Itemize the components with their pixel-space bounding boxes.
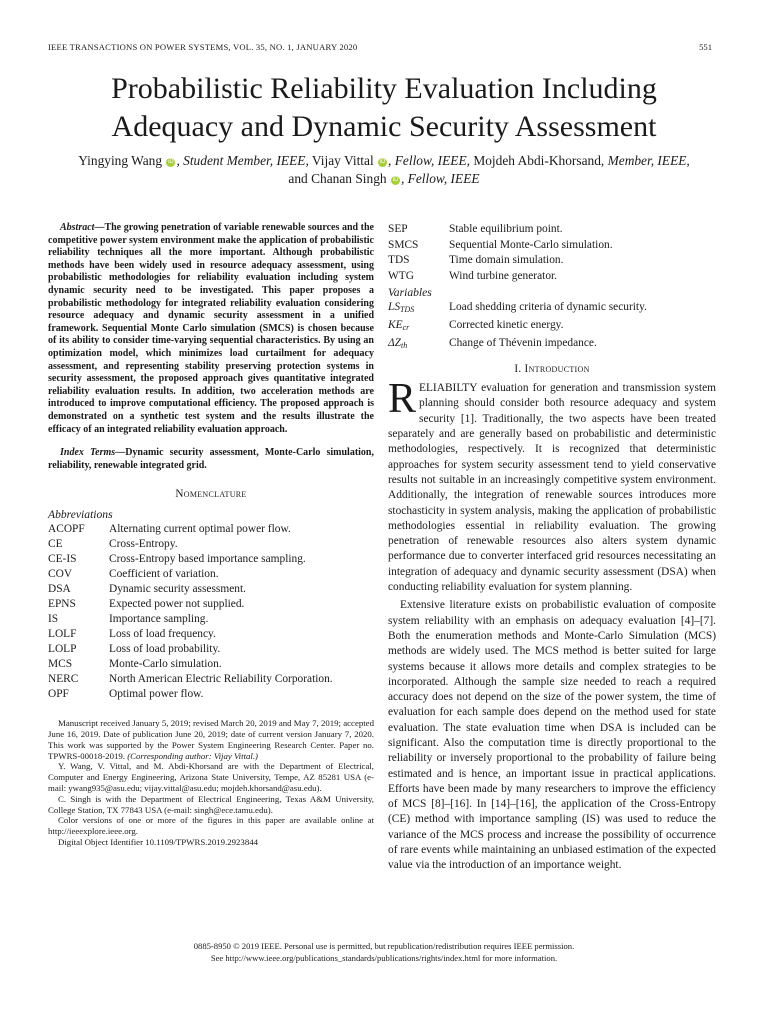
abbreviations-heading: Abbreviations (48, 508, 113, 522)
abbreviation-row (388, 269, 716, 285)
abbreviation-term: WTG (388, 269, 414, 282)
author-list (60, 152, 708, 188)
author-role: , Fellow, IEEE (400, 171, 480, 186)
author-name: and Chanan Singh (288, 171, 387, 186)
abbreviation-term: SEP (388, 223, 408, 235)
abbreviation-row (48, 657, 374, 672)
abbreviation-definition: Time domain simulation. (449, 254, 564, 267)
orcid-icon[interactable]: iD (379, 159, 386, 165)
abbreviation-row (48, 627, 374, 642)
variable-row (388, 336, 716, 354)
abbreviation-row (48, 597, 374, 612)
variable-symbol-main: LS (388, 301, 401, 314)
abbreviation-list-continued (388, 222, 716, 284)
footnote (48, 815, 374, 837)
abbreviation-row (48, 552, 374, 567)
abbreviation-term: ACOPF (48, 523, 85, 536)
abbreviation-definition: Loss of load frequency. (109, 628, 216, 641)
abbreviation-term: OPF (48, 688, 69, 701)
variable-symbol-subscript: cr (402, 322, 410, 332)
intro-paragraph-1-text: ELIABILTY evaluation for generation and transmission system planning should consider both resource adequacy and system security [1]. Traditionally, the two aspects have been treated separately and are generally based on probabilistic and deterministic methodologies, respectively. It is recognized that deterministic approaches for system security assessment tend to yield conservative results not suitable in an increasingly competitive system environment. Additionally, the integration of renewable sources introduces more stochasticity in system analysis, making the application of probabilistic methodologies essential in reliability evaluation. The growing penetration of renewable resources also alters system dynamic performance due to converter interfaced grid resources necessitating an integration of adequacy and dynamic security assessment (DSA) when conducting reliability evaluation for system planning. (388, 382, 716, 594)
index-terms-text: —Dynamic security assessment, Monte-Carlo simulation, reliability, renewable integrated grid. (48, 447, 374, 471)
abbreviation-definition: Cross-Entropy based importance sampling. (109, 553, 306, 566)
abbreviation-term: LOLP (48, 643, 77, 656)
variable-symbol (388, 318, 449, 336)
intro-paragraph-1 (388, 376, 716, 595)
page-number: 551 (699, 42, 712, 52)
copyright-line-2: See http://www.ieee.org/publications_standards/publications/rights/index.html for more information. (210, 953, 558, 963)
abbreviation-row (48, 567, 374, 582)
footnote (48, 794, 374, 816)
index-terms (48, 447, 374, 472)
abbreviation-definition: Loss of load probability. (109, 643, 221, 656)
right-column (388, 222, 716, 874)
author-name: Yingying Wang (78, 153, 163, 168)
abbreviation-definition: Optimal power flow. (109, 688, 204, 701)
variable-symbol-subscript: TDS (400, 305, 415, 315)
author-name: Vijay Vittal (308, 153, 374, 168)
abbreviation-row (48, 612, 374, 627)
introduction-heading: I. Introduction (514, 363, 590, 376)
footnote (48, 718, 374, 761)
paper-title (40, 70, 728, 146)
nomenclature-heading: Nomenclature (175, 488, 247, 501)
variable-symbol (388, 300, 449, 318)
abbreviation-term: MCS (48, 658, 73, 671)
abbreviation-definition: Dynamic security assessment. (109, 583, 246, 596)
footnote-text: Color versions of one or more of the figures in this paper are available online at http://ieeexplore.ieee.org. (48, 815, 374, 837)
footnote-text: Manuscript received January 5, 2019; revised March 20, 2019 and May 7, 2019; accepted June 16, 2019. Date of publication June 20, 2019; date of current version January 7, 2020. This work was supported by the Power System Engineering Research Center. Paper no. TPWRS-00018-2019. (48, 718, 374, 761)
copyright-notice (0, 940, 768, 964)
abbreviation-term: IS (48, 613, 59, 626)
abbreviation-row (48, 672, 374, 687)
variable-row (388, 300, 716, 318)
footnote (48, 761, 374, 793)
variable-symbol-main: KE (388, 318, 403, 331)
variable-symbol-subscript: th (401, 340, 408, 350)
abbreviation-term: COV (48, 568, 73, 581)
drop-cap: R (388, 376, 417, 423)
footnote-text: Y. Wang, V. Vittal, and M. Abdi-Khorsand are with the Department of Electrical, Computer and Energy Engineering, Arizona State University, Tempe, AZ 85281 USA (e-mail: ywang935@asu.edu; vijay.vittal@asu.edu; mojdeh.khorsand@asu.edu). (48, 761, 374, 794)
author-role: , Student Member, IEEE, (176, 153, 309, 168)
abbreviation-term: TDS (388, 254, 410, 267)
abbreviation-row (48, 642, 374, 657)
author-role: Member, IEEE, (604, 153, 690, 168)
abbreviation-definition: Alternating current optimal power flow. (109, 523, 291, 536)
abbreviation-definition: Coefficient of variation. (109, 568, 219, 581)
abbreviation-definition: Sequential Monte-Carlo simulation. (449, 238, 613, 251)
variable-definition: Load shedding criteria of dynamic security. (449, 301, 647, 314)
author-name: Mojdeh Abdi-Khorsand, (469, 153, 605, 168)
variable-definition: Change of Thévenin impedance. (449, 336, 597, 349)
abbreviation-definition: Monte-Carlo simulation. (109, 658, 222, 671)
footnote-text: Digital Object Identifier 10.1109/TPWRS.2019.2923844 (58, 837, 259, 848)
variable-symbol-main: ΔZ (388, 336, 402, 349)
abbreviation-row (48, 522, 374, 537)
orcid-icon[interactable]: iD (392, 177, 399, 183)
abbreviation-term: DSA (48, 583, 71, 596)
abbreviation-definition: Stable equilibrium point. (449, 223, 563, 235)
abbreviation-row (388, 238, 716, 254)
abbreviation-definition: Expected power not supplied. (109, 598, 245, 611)
intro-paragraph-2: Extensive literature exists on probabilistic evaluation of composite system reliability with an emphasis on adequacy evaluation [4]–[7]. Both the enumeration methods and Monte-Carlo Simulation (MCS) methods are widely used. The MCS method is better suited for large systems because it allows more details and complex strategies to be incorporated. Although the sample size needed to reach a required accuracy does not depend on the size of the power system, the time of evaluation for each sample does depend on the method used for state evaluation. The state evaluation time when DSA is included can be significant. Also the computation time is directly proportional to the reliability or inversely proportional to the probability of failure being estimated and is hence, an important issue in practical applications. Efforts have been made by many researchers to improve the efficiency of MCS [8]–[16]. In [14]–[16], the application of the Cross-Entropy (CE) method with importance sampling (IS) was used to reduce the variance of the MCS process and increase the possibility of occurrence of rare events while maintaining an unbiased estimation of the expected value via the introduction of an importance weight. (388, 599, 716, 872)
abbreviation-definition: Wind turbine generator. (449, 269, 558, 282)
abbreviation-list (48, 522, 374, 702)
abbreviation-row (388, 222, 716, 238)
abbreviation-term: CE-IS (48, 553, 77, 566)
footnote-italic: (Corresponding author: Vijay Vittal.) (127, 750, 258, 761)
abbreviation-definition: Cross-Entropy. (109, 538, 178, 551)
abbreviation-term: CE (48, 538, 63, 551)
author-role: , Fellow, IEEE, (388, 153, 470, 168)
title-line-2: Adequacy and Dynamic Security Assessment (111, 110, 657, 143)
abbreviation-term: LOLF (48, 628, 77, 641)
variable-definition: Corrected kinetic energy. (449, 318, 564, 331)
abbreviation-term: SMCS (388, 238, 419, 251)
abbreviation-row (388, 253, 716, 269)
variable-symbol (388, 336, 449, 354)
title-line-1: Probabilistic Reliability Evaluation Including (111, 72, 657, 105)
abbreviation-row (48, 582, 374, 597)
variable-list (388, 300, 716, 353)
variable-row (388, 318, 716, 336)
abstract-text: —The growing penetration of variable renewable sources and the competitive power system environment make the application of probabilistic reliability techniques all the more important. Although probabilistic methods have been widely used in resource adequacy assessment, using probabilistic methodologies for reliability evaluation including system dynamic security need to be investigated. This paper proposes a probabilistic methodology for integrated reliability evaluation considering resource adequacy and dynamic security assessment in a unified framework. Sequential Monte Carlo simulation (SMCS) is chosen because of its ability to consider time-varying sequential characteristics. By using an optimization model, which minimizes load curtailment for adequacy assessment, and representing stability preserving protection systems in security assessment, the proposed approach gives quantitative integrated reliability evaluation results. In addition, two acceleration methods are introduced to improve computational efficiency. The proposed approach is demonstrated on a synthetic test system and the results illustrate the efficacy of an integrated reliability evaluation approach. (48, 222, 374, 435)
abstract (48, 222, 374, 436)
journal-header: IEEE TRANSACTIONS ON POWER SYSTEMS, VOL. 35, NO. 1, JANUARY 2020 (48, 42, 358, 52)
copyright-line-1: 0885-8950 © 2019 IEEE. Personal use is permitted, but republication/redistribution requires IEEE permission. (193, 941, 575, 951)
abbreviation-definition: Importance sampling. (109, 613, 209, 626)
orcid-icon[interactable]: iD (168, 159, 174, 165)
variables-heading: Variables (388, 286, 432, 300)
footnotes (48, 718, 374, 848)
abbreviation-row (48, 687, 374, 702)
abbreviation-row (48, 537, 374, 552)
abbreviation-definition: North American Electric Reliability Corporation. (109, 673, 333, 686)
abbreviation-term: EPNS (48, 598, 76, 611)
footnote (48, 837, 374, 848)
footnote-text: C. Singh is with the Department of Electrical Engineering, Texas A&M University, College Station, TX 77843 USA (e-mail: singh@ece.tamu.edu). (48, 793, 374, 815)
abstract-label: Abstract (60, 222, 95, 233)
left-column (48, 222, 374, 848)
index-terms-label: Index Terms (60, 447, 116, 459)
abbreviation-term: NERC (48, 673, 79, 686)
